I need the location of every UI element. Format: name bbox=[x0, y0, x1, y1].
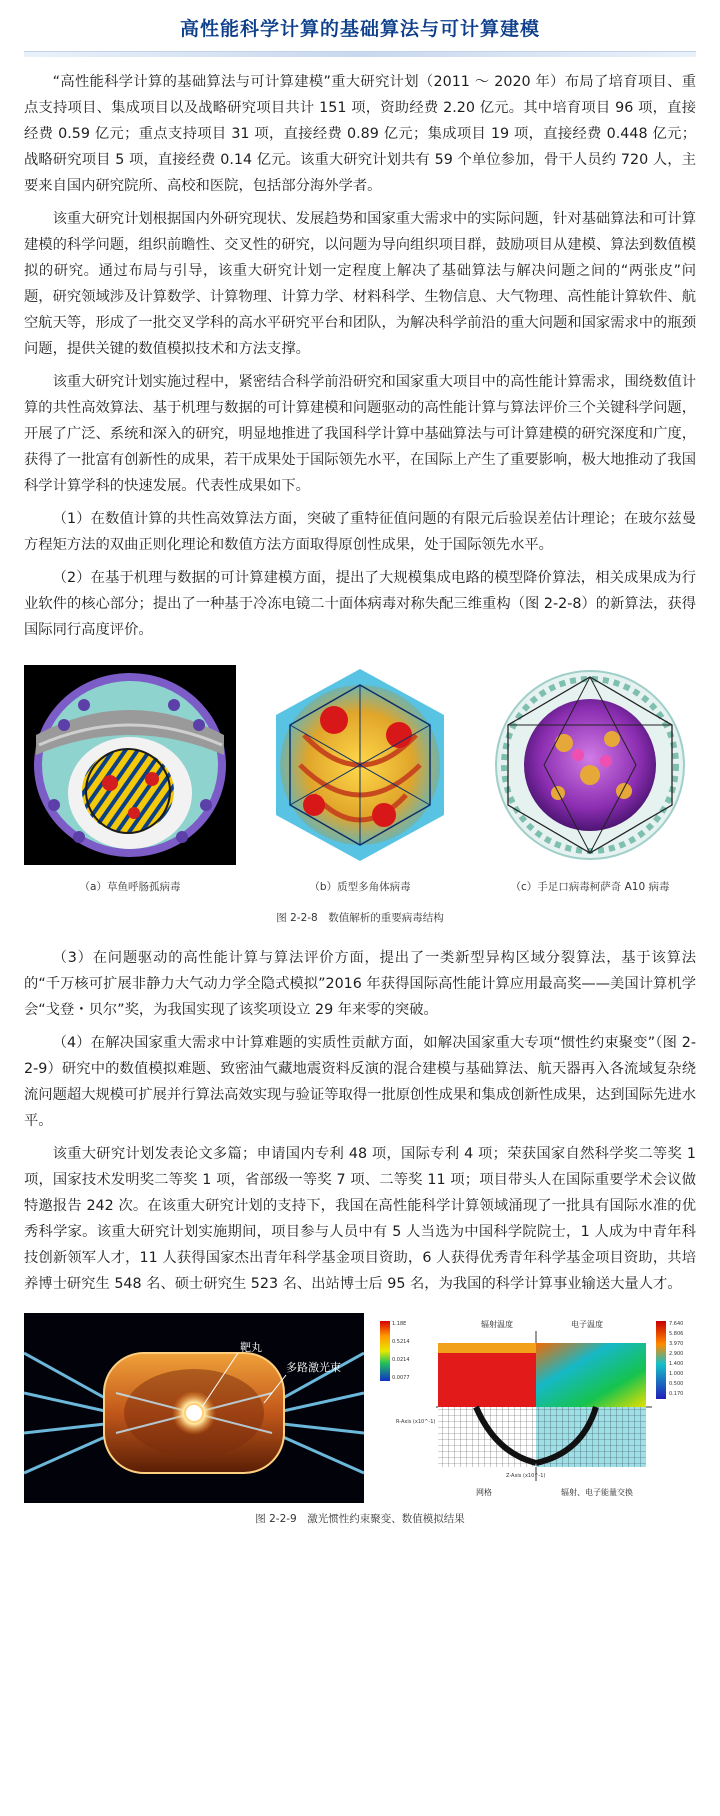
grass-carp-reovirus-image bbox=[24, 665, 236, 865]
caption-b: （b）质型多角体病毒 bbox=[309, 881, 411, 893]
caption-c: （c）手足口病毒柯萨奇 A10 病毒 bbox=[510, 881, 670, 893]
right-scale-3: 2.900 bbox=[669, 1351, 684, 1357]
target-label: 靶丸 bbox=[240, 1341, 262, 1354]
paragraph-overview: “高性能科学计算的基础算法与可计算建模”重大研究计划（2011 ～ 2020 年）布局了培育项目、重点支持项目、集成项目以及战略研究项目共计 151 项，资助经费 2.20 亿元。其中培育项目 96 项，直接经费 0.59 亿元；重点支持项目 31 项，直接经费 0.89 亿元；集成项目 19 项，直接经费 0.448 亿元；战略研究项目 5 项，直接经费 0.14 亿元。该重大研究计划共有 59 个单位参加，骨干人员约 720 人，主要来自国内研究院所、高校和医院，包括部分海外学者。 bbox=[24, 74, 696, 194]
beams-label: 多路激光束 bbox=[286, 1361, 341, 1374]
sim-bottom-left: 网格 bbox=[476, 1488, 492, 1497]
article-body bbox=[24, 69, 696, 643]
axis-y-label: R-Axis (x10^-1) bbox=[396, 1419, 436, 1425]
left-scale-1: 0.5214 bbox=[392, 1339, 410, 1345]
title-bar bbox=[24, 0, 696, 57]
virus-panel-b bbox=[254, 665, 466, 894]
paragraph-result-3: （3）在问题驱动的高性能计算与算法评价方面，提出了一类新型异构区域分裂算法，基于该算法的“千万核可扩展非静力大气动力学全隐式模拟”2016 年获得国际高性能计算应用最高奖——美国计算机学会“戈登・贝尔”奖，为我国实现了该奖项设立 29 年来零的突破。 bbox=[24, 950, 696, 1018]
right-scale-4: 1.400 bbox=[669, 1361, 684, 1367]
figure-2-2-9-title: 图 2-2-9 激光惯性约束聚变、数值模拟结果 bbox=[255, 1513, 465, 1525]
virus-panel-a bbox=[24, 665, 236, 894]
sim-bottom-right: 辐射、电子能量交换 bbox=[561, 1488, 633, 1497]
left-scale-3: 0.0077 bbox=[392, 1375, 410, 1381]
right-scale-2: 3.970 bbox=[669, 1341, 684, 1347]
paragraph-achievements: 该重大研究计划实施过程中，紧密结合科学前沿研究和国家重大项目中的高性能计算需求，围绕数值计算的共性高效算法、基于机理与数据的可计算建模和问题驱动的高性能计算与算法评价三个关键科学问题，开展了广泛、系统和深入的研究，明显地推进了我国科学计算中基础算法与可计算建模的研究深度和广度，获得了一批富有创新性的成果，若干成果处于国际领先水平，在国际上产生了重要影响，极大地推动了我国科学计算学科的快速发展。代表性成果如下。 bbox=[24, 374, 696, 494]
paragraph-result-1: （1）在数值计算的共性高效算法方面，突破了重特征值问题的有限元后验误差估计理论；在玻尔兹曼方程矩方法的双曲正则化理论和数值方法方面取得原创性成果，处于国际领先水平。 bbox=[24, 511, 696, 553]
simulation-results-image bbox=[376, 1313, 696, 1503]
sim-header-right: 电子温度 bbox=[571, 1320, 603, 1329]
left-scale-2: 0.0214 bbox=[392, 1357, 410, 1363]
right-scale-6: 0.500 bbox=[669, 1381, 684, 1387]
article-body-continued bbox=[24, 945, 696, 1297]
laser-hohlraum-image bbox=[24, 1313, 364, 1503]
right-scale-7: 0.170 bbox=[669, 1391, 684, 1397]
virus-figure bbox=[24, 665, 696, 894]
left-scale-0: 1.18E bbox=[392, 1321, 407, 1327]
paragraph-result-2: （2）在基于机理与数据的可计算建模方面，提出了大规模集成电路的模型降价算法，相关成果成为行业软件的核心部分；提出了一种基于冷冻电镜二十面体病毒对称失配三维重构（图 2-2-8）的新算法，获得国际同行高度评价。 bbox=[24, 570, 696, 638]
axis-x-label: Z-Axis (x10^-1) bbox=[506, 1473, 546, 1479]
coxsackievirus-a10-image bbox=[484, 665, 696, 865]
paragraph-research-scope: 该重大研究计划根据国内外研究现状、发展趋势和国家重大需求中的实际问题，针对基础算法和可计算建模的科学问题，组织前瞻性、交叉性的研究，以问题为导向组织项目群，鼓励项目从建模、算法到数值模拟的研究。通过布局与引导，该重大研究计划一定程度上解决了基础算法与解决问题之间的“两张皮”问题，研究领域涉及计算数学、计算物理、计算力学、材料科学、生物信息、大气物理、高性能计算软件、航空航天等，形成了一批交叉学科的高水平研究平台和团队，为解决科学前沿的重大问题和国家需求中的瓶颈问题，提供关键的数值模拟技术和方法支撑。 bbox=[24, 211, 696, 357]
icf-figure bbox=[24, 1313, 696, 1503]
cypovirus-image bbox=[254, 665, 466, 865]
right-scale-1: 5.806 bbox=[669, 1331, 684, 1337]
virus-panel-c bbox=[484, 665, 696, 894]
paragraph-result-4: （4）在解决国家重大需求中计算难题的实质性贡献方面，如解决国家重大专项“惯性约束聚变”（图 2-2-9）研究中的数值模拟难题、致密油气藏地震资料反演的混合建模与基础算法、航天器再入各流域复杂绕流问题超大规模可扩展并行算法高效实现与验证等取得一批原创性成果和集成创新性成果，达到国际先进水平。 bbox=[24, 1035, 696, 1129]
figure-2-2-8-title: 图 2-2-8 数值解析的重要病毒结构 bbox=[276, 912, 444, 924]
right-scale-0: 7.640 bbox=[669, 1321, 684, 1327]
page-title: 高性能科学计算的基础算法与可计算建模 bbox=[179, 18, 540, 40]
title-rule bbox=[24, 51, 696, 57]
caption-a: （a）草鱼呼肠孤病毒 bbox=[79, 881, 181, 893]
right-scale-5: 1.000 bbox=[669, 1371, 684, 1377]
sim-header-left: 辐射温度 bbox=[481, 1320, 513, 1329]
paragraph-outputs: 该重大研究计划发表论文多篇；申请国内专利 48 项，国际专利 4 项；荣获国家自然科学奖二等奖 1 项，国家技术发明奖二等奖 1 项，省部级一等奖 7 项、二等奖 11 项；项目带头人在国际重要学术会议做特邀报告 242 次。在该重大研究计划的支持下，我国在高性能科学计算领域涌现了一批具有国际水准的优秀科学家。该重大研究计划实施期间，项目参与人员中有 5 人当选为中国科学院院士，1 人成为中青年科技创新领军人才，11 人获得国家杰出青年科学基金项目资助，6 人获得优秀青年科学基金项目资助，共培养博士研究生 548 名、硕士研究生 523 名、出站博士后 95 名，为我国的科学计算事业输送大量人才。 bbox=[24, 1146, 696, 1292]
